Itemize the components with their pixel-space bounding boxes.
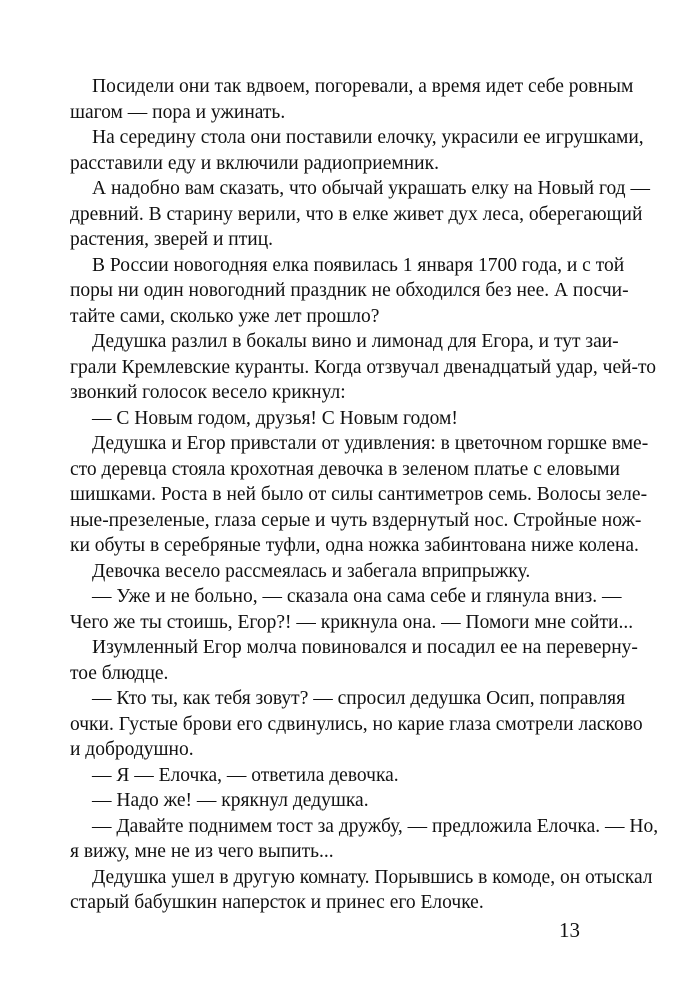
text-line: грали Кремлевские куранты. Когда отзвучал двенадцатый удар, чей-то bbox=[70, 356, 657, 378]
text-line: тое блюдце. bbox=[70, 662, 169, 684]
text-line: Чего же ты стоишь, Егор?! — крикнула она. — Помоги мне сойти... bbox=[70, 611, 634, 633]
text-line: шишками. Роста в ней было от силы сантиметров семь. Волосы зеле- bbox=[70, 484, 648, 505]
text-line: Посидели они так вдвоем, погоревали, а время идет себе ровным bbox=[92, 76, 634, 97]
text-line: На середину стола они поставили елочку, украсили ее игрушками, bbox=[92, 127, 644, 148]
text-line: древний. В старину верили, что в елке живет дух леса, оберегающий bbox=[70, 203, 643, 225]
page-number: 13 bbox=[559, 918, 580, 942]
text-line: Дедушка разлил в бокалы вино и лимонад для Егора, и тут заи- bbox=[92, 331, 619, 352]
text-line: очки. Густые брови его сдвинулись, но карие глаза смотрели ласково bbox=[70, 713, 643, 735]
text-line: ки обуты в серебряные туфли, одна ножка забинтована ниже колена. bbox=[70, 535, 639, 556]
text-line: Изумленный Егор молча повиновался и посадил ее на переверну- bbox=[92, 637, 638, 658]
text-line: А надобно вам сказать, что обычай украшать елку на Новый год — bbox=[92, 178, 650, 199]
text-line: Дедушка и Егор привстали от удивления: в цветочном горшке вме- bbox=[92, 433, 649, 454]
text-line: — Уже и не больно, — сказала она сама себе и глянула вниз. — bbox=[92, 586, 622, 607]
text-line: звонкий голосок весело крикнул: bbox=[70, 382, 346, 403]
text-line: я вижу, мне не из чего выпить... bbox=[70, 841, 334, 862]
text-line: Девочка весело рассмеялась и забегала вприпрыжку. bbox=[92, 560, 531, 582]
text-line: — Кто ты, как тебя зовут? — спросил дедушка Осип, поправляя bbox=[92, 688, 626, 709]
text-line: — Я — Елочка, — ответила девочка. bbox=[92, 764, 399, 786]
text-line: старый бабушкин наперсток и принес его Елочке. bbox=[70, 892, 484, 913]
text-line: — Давайте поднимем тост за дружбу, — предложила Елочка. — Но, bbox=[92, 815, 659, 837]
text-line: Дедушка ушел в другую комнату. Порывшись в комоде, он отыскал bbox=[92, 866, 653, 888]
text-line: — Надо же! — крякнул дедушка. bbox=[92, 790, 369, 811]
text-line: шагом — пора и ужинать. bbox=[70, 101, 286, 123]
text-line: тайте сами, сколько уже лет прошло? bbox=[70, 305, 380, 327]
text-line: поры ни один новогодний праздник не обходился без нее. А посчи- bbox=[70, 280, 629, 301]
text-line: В России новогодняя елка появилась 1 января 1700 года, и с той bbox=[92, 254, 625, 276]
text-line: расставили еду и включили радиоприемник. bbox=[70, 152, 439, 174]
text-line: ные-презеленые, глаза серые и чуть вздернутый нос. Стройные нож- bbox=[70, 509, 642, 531]
text-line: и добродушно. bbox=[70, 739, 194, 760]
text-line: сто деревца стояла крохотная девочка в зеленом платье с еловыми bbox=[70, 458, 620, 480]
text-line: растения, зверей и птиц. bbox=[70, 229, 274, 250]
body-text bbox=[70, 74, 659, 916]
text-line: — С Новым годом, друзья! С Новым годом! bbox=[92, 407, 458, 429]
